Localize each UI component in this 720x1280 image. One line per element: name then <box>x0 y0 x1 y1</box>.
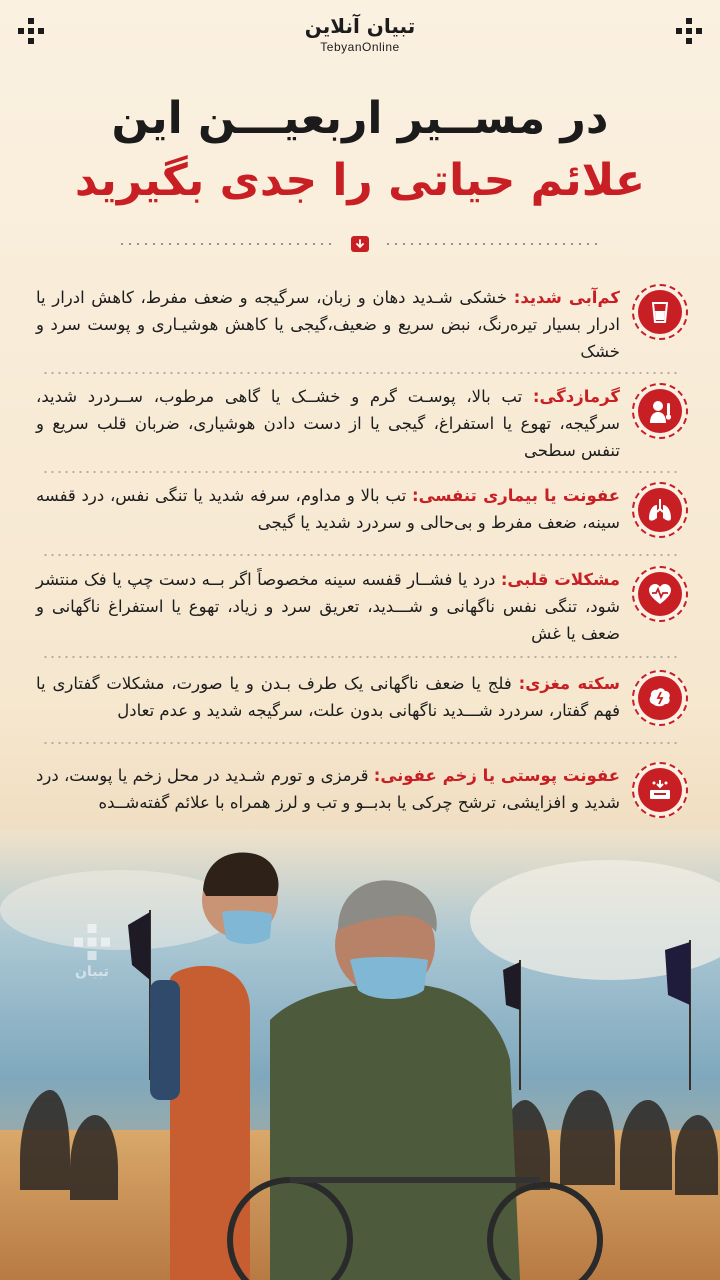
symptom-description: خشکی شـدید دهان و زبان، سرگیجه و ضعف مفرط، کاهش ادرار یا ادرار بسیار تیره‌رنگ، نبض سریع و ضعیف،گیجی یا کاهش هوشیـاری و پوست سرد و خشک <box>36 288 620 361</box>
symptom-label: عفونت پوستی یا زخم عفونی: <box>373 766 621 785</box>
brand-name-fa: تبیان آنلاین <box>304 14 416 38</box>
section-divider <box>118 236 602 252</box>
symptom-item-stroke <box>36 670 688 726</box>
symptom-text <box>36 284 620 365</box>
item-divider <box>42 554 678 556</box>
symptom-text <box>36 566 620 647</box>
symptom-text <box>36 670 620 724</box>
symptom-label: کم‌آبی شدید: <box>513 288 620 307</box>
symptom-label: عفونت یا بیماری تنفسی: <box>411 486 620 505</box>
dotted-line <box>118 243 336 245</box>
symptom-item-heatstroke <box>36 383 688 463</box>
item-divider <box>42 372 678 374</box>
symptom-item-respiratory <box>36 482 688 538</box>
water-glass-icon <box>632 284 688 340</box>
symptom-text <box>36 762 620 816</box>
watermark-text: تبیان <box>75 964 109 980</box>
symptom-label: سکته مغزی: <box>518 674 621 693</box>
heatstroke-person-icon <box>632 383 688 439</box>
symptom-item-skin-infection <box>36 762 688 818</box>
symptom-text <box>36 383 620 464</box>
title-line-1: در مســیر اربعیـــن این <box>111 93 609 144</box>
symptom-description: تب بالا، پوسـت گرم و خشــک یا گاهی مرطوب، ســردرد شدید، سرگیجه، تهوع یا استفراغ، گیجی یا از دست دادن هوشیاری، ضربان قلب سریع و تنفس سطحی <box>36 387 620 460</box>
brain-icon <box>632 670 688 726</box>
tebyan-watermark <box>62 924 122 980</box>
tebyan-logo-icon <box>74 924 110 960</box>
brand-logo <box>0 14 720 54</box>
skin-wound-icon <box>632 762 688 818</box>
title-line-2: علائم حیاتی را جدی بگیرید <box>74 155 646 206</box>
heart-icon <box>632 566 688 622</box>
symptom-label: گرمازدگی: <box>532 387 620 406</box>
pilgrims-illustration <box>0 830 720 1280</box>
symptom-label: مشکلات قلبی: <box>500 570 620 589</box>
item-divider <box>42 742 678 744</box>
symptom-description: درد یا فشــار قفسه سینه مخصوصاً اگر بــه دست چپ یا فک منتشر شود، تنگی نفس ناگهانی و شـــدید، تعریق سرد و زیاد، تهوع یا استفراغ ناگهانی و ضعف یا غش <box>36 570 620 643</box>
symptom-description: فلج یا ضعف ناگهانی یک طرف بـدن و یا صورت، مشکلات گفتاری یا فهم گفتار، سردرد شـــدید ناگهانی بدون علت، سرگیجه شدید و عدم تعادل <box>36 674 620 720</box>
symptom-description: قرمزی و تورم شـدید در محل زخم یا پوست، درد شدید و افزایشی، ترشح چرکی یا بدبــو و تب و لرز همراه با علائم گفته‌شــده <box>36 766 620 812</box>
item-divider <box>42 471 678 473</box>
symptom-item-heart <box>36 566 688 646</box>
lungs-icon <box>632 482 688 538</box>
symptom-item-dehydration <box>36 284 688 364</box>
symptom-text <box>36 482 620 536</box>
item-divider <box>42 656 678 658</box>
dotted-line <box>384 243 602 245</box>
arrow-down-icon <box>351 236 369 252</box>
brand-name-en: TebyanOnline <box>320 40 400 54</box>
symptom-description: تب بالا و مداوم، سرفه شدید یا تنگی نفس، درد قفسه سینه، ضعف مفرط و بی‌حالی و سردرد شدید یا گیجی <box>36 486 620 532</box>
